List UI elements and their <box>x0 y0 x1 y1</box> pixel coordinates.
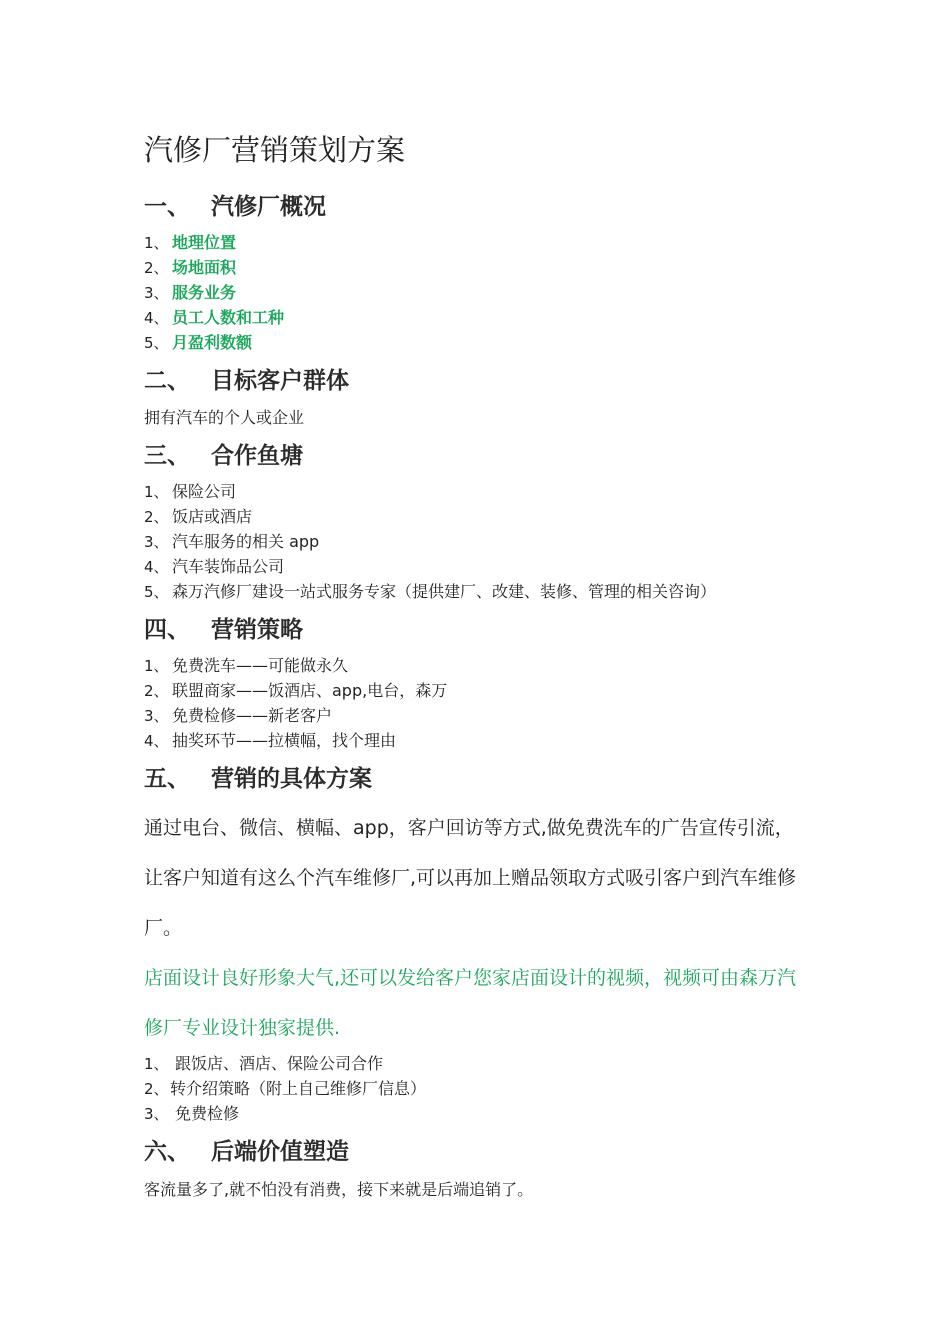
section-heading-partners <box>144 441 303 471</box>
section-heading-backend-value <box>144 1137 349 1167</box>
paragraph-line: 店面设计良好形象大气,还可以发给客户您家店面设计的视频，视频可由森万汽 <box>144 967 797 989</box>
plan-paragraph-1 <box>144 803 814 953</box>
section-heading-marketing-strategy <box>144 615 303 645</box>
list-item: 3、免费检修 <box>144 1104 240 1123</box>
section-title: 合作鱼塘 <box>211 443 303 469</box>
list-item: 4、 员工人数和工种 <box>144 308 285 327</box>
list-item: 2、转介绍策略（附上自己维修厂信息） <box>144 1079 427 1098</box>
section-title: 营销的具体方案 <box>211 766 372 792</box>
list-item: 5、 月盈利数额 <box>144 333 253 352</box>
section-title: 目标客户群体 <box>211 368 349 394</box>
section-heading-target-customers <box>144 366 349 396</box>
section-heading-specific-plan <box>144 764 372 794</box>
partners-list <box>144 479 716 604</box>
list-item: 5、 森万汽修厂建设一站式服务专家（提供建厂、改建、装修、管理的相关咨询） <box>144 582 717 601</box>
plan-paragraph-2 <box>144 953 814 1053</box>
document-title: 汽修厂营销策划方案 <box>144 133 406 167</box>
paragraph-line: 让客户知道有这么个汽车维修厂,可以再加上赠品领取方式吸引客户到汽车维修 <box>144 867 797 889</box>
section-heading-overview <box>144 192 326 222</box>
backend-value-text: 客流量多了,就不怕没有消费，接下来就是后端追销了。 <box>144 1180 534 1199</box>
list-item: 1、 保险公司 <box>144 482 237 501</box>
section-title: 汽修厂概况 <box>211 194 326 220</box>
list-item: 3、 服务业务 <box>144 283 237 302</box>
paragraph-line: 厂。 <box>144 917 183 939</box>
section-title: 后端价值塑造 <box>211 1139 349 1165</box>
section-title: 营销策略 <box>211 617 303 643</box>
section-number: 四、 <box>144 617 190 643</box>
section-number: 三、 <box>144 443 190 469</box>
paragraph-line: 通过电台、微信、横幅、app，客户回访等方式,做免费洗车的广告宣传引流， <box>144 817 794 839</box>
list-item: 1、 地理位置 <box>144 233 237 252</box>
list-item: 3、 汽车服务的相关 app <box>144 532 320 551</box>
list-item: 4、 抽奖环节——拉横幅，找个理由 <box>144 731 397 750</box>
list-item: 3、 免费检修——新老客户 <box>144 706 333 725</box>
paragraph-line: 修厂专业设计独家提供. <box>144 1017 341 1039</box>
section-number: 六、 <box>144 1139 190 1165</box>
list-item: 2、 联盟商家——饭酒店、app,电台，森万 <box>144 681 448 700</box>
section-number: 五、 <box>144 766 190 792</box>
list-item: 2、 饭店或酒店 <box>144 507 253 526</box>
list-item: 1、 免费洗车——可能做永久 <box>144 656 349 675</box>
target-customers-text: 拥有汽车的个人或企业 <box>144 408 305 427</box>
section-number: 一、 <box>144 194 190 220</box>
strategy-list <box>144 653 447 753</box>
list-item: 1、跟饭店、酒店、保险公司合作 <box>144 1054 384 1073</box>
list-item: 2、 场地面积 <box>144 258 237 277</box>
plan-list <box>144 1051 426 1126</box>
section-number: 二、 <box>144 368 190 394</box>
overview-list <box>144 230 284 355</box>
list-item: 4、 汽车装饰品公司 <box>144 557 285 576</box>
